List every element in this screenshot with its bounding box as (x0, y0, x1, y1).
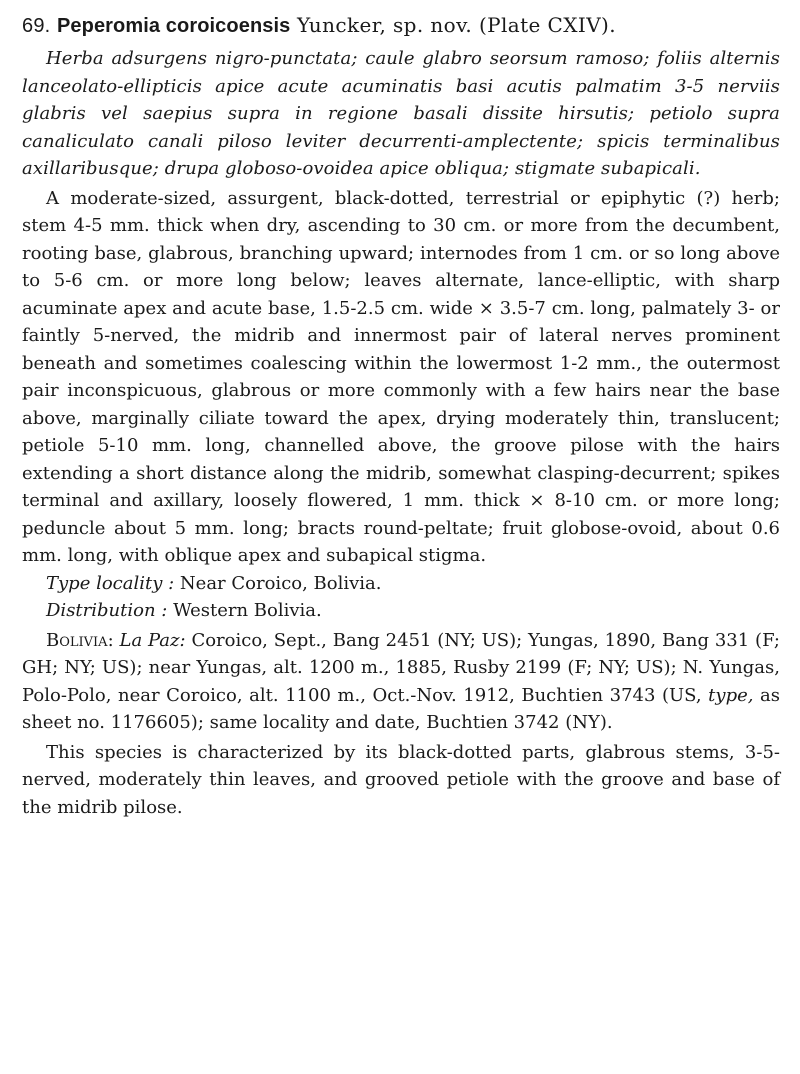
specimens-text-part2: as sheet no. 1176605); same locality and date, Buchtien 3742 (NY). (22, 684, 781, 733)
specimens-region: La Paz: (119, 629, 186, 651)
type-locality (22, 570, 780, 598)
specimens-type-word: type, (708, 684, 754, 706)
species-summary: This species is characterized by its black-dotted parts, glabrous stems, 3-5-nerved, moderately thin leaves, and grooved petiole with the groove and base of the midrib pilose. (22, 741, 780, 818)
specimens-country: Bolivia: (46, 629, 114, 651)
species-name: Peperomia coroicoensis (56, 15, 291, 37)
document-page (22, 10, 780, 821)
type-locality-value: Near Coroico, Bolivia. (179, 572, 382, 594)
species-description: A moderate-sized, assurgent, black-dotted, terrestrial or epiphytic (?) herb; stem 4-5 mm. thick when dry, ascending to 30 cm. or more from the decumbent, rooting base, glabrous, branching upward; internodes from 1 cm. or so long above to 5-6 cm. or more long below; leaves alternate, lance-elliptic, with sharp acuminate apex and acute base, 1.5-2.5 cm. wide × 3.5-7 cm. long, palmately 3- or faintly 5-nerved, the midrib and innermost pair of lateral nerves prominent beneath and sometimes coalescing within the lowermost 1-2 mm., the outermost pair inconspicuous, glabrous or more commonly with a few hairs near the base above, marginally ciliate toward the apex, drying moderately thin, translucent; petiole 5-10 mm. long, channelled above, the groove pilose with the hairs extending a short distance along the midrib, somewhat clasping-decurrent; spikes terminal and axillary, loosely flowered, 1 mm. thick × 8-10 cm. or more long; peduncle about 5 mm. long; bracts round-peltate; fruit globose-ovoid, about 0.6 mm. long, with oblique apex and subapical stigma. (22, 187, 780, 566)
species-number: 69. (22, 15, 51, 37)
latin-diagnosis: Herba adsurgens nigro-punctata; caule glabro seorsum ramoso; foliis alternis lanceolato-ellipticis apice acute acuminatis basi acutis palmatim 3-5 nerviis glabris vel saepius supra in regione basali dissite hirsutis; petiolo supra canaliculato canali piloso leviter decurrenti-amplectente; spicis terminalibus axillaribusque; drupa globoso-ovoidea apice obliqua; stigmate subapicali. (22, 48, 780, 179)
type-locality-label: Type locality : (46, 572, 175, 594)
specimens-cited (22, 627, 780, 737)
species-author-status: Yuncker, sp. nov. (Plate CXIV). (296, 13, 616, 37)
distribution-value: Western Bolivia. (173, 600, 322, 621)
species-heading (22, 10, 780, 41)
distribution-label: Distribution : (46, 600, 168, 621)
specimens-text-part1: Coroico, Sept., Bang 2451 (NY; US); Yungas, 1890, Bang 331 (F; GH; NY; US); near Yungas, alt. 1200 m., 1885, Rusby 2199 (F; NY; US); N. Yungas, Polo-Polo, near Coroico, alt. 1100 m., Oct.-Nov. 1912, Buchtien 3743 (US, (22, 629, 780, 706)
distribution (22, 597, 780, 625)
